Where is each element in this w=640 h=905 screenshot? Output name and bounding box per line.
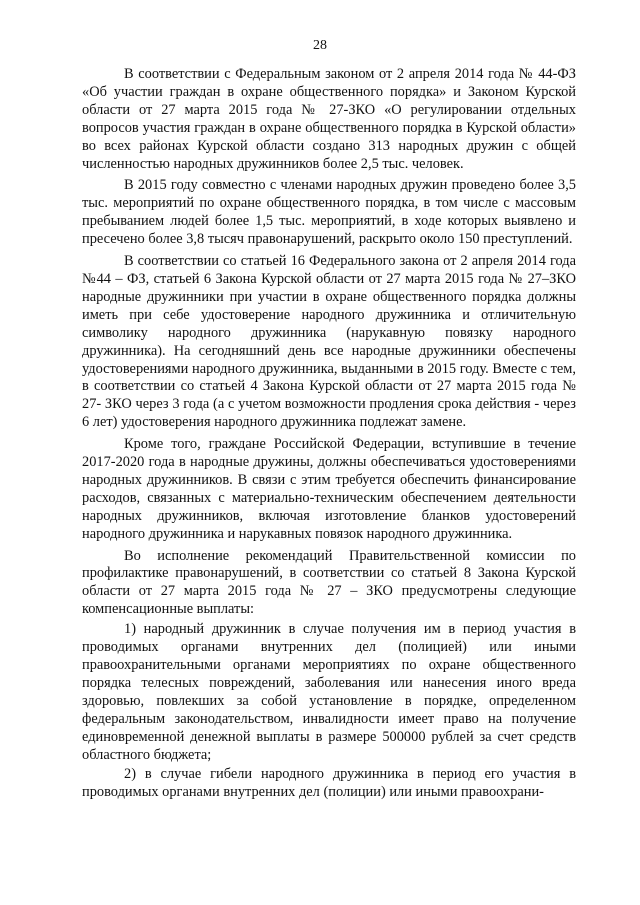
paragraph-events-2015: В 2015 году совместно с членами народных дружин проведено более 3,5 тыс. мероприятий по охране общественного порядка, в том числе с массовым пребыванием людей более 1,5 тыс. мероприятий, в ходе которых выявлено и пресечено более 3,8 тысяч правонарушений, раскрыто около 150 преступлений. (82, 177, 576, 248)
document-body (82, 66, 576, 804)
paragraph-new-members-funding: Кроме того, граждане Российской Федерации, вступившие в течение 2017-2020 года в народные дружины, должны обеспечиваться удостоверениями народных дружинников. В связи с этим требуется обеспечить финансирование расходов, связанных с материально-техническим обеспечением деятельности народных дружинников, включая изготовление бланков удостоверений народного дружинника и нарукавных повязок народного дружинника. (82, 436, 576, 542)
paragraph-compensation-item-2: 2) в случае гибели народного дружинника в период его участия в проводимых органами внутренних дел (полиции) или иными правоохрани- (82, 766, 576, 801)
paragraph-certificates: В соответствии со статьей 16 Федерального закона от 2 апреля 2014 года №44 – ФЗ, статьей 6 Закона Курской области от 27 марта 2015 года № 27–ЗКО народные дружинники при участии в охране общественного порядка должны иметь при себе удостоверение народного дружинника и отличительную символику народного дружинника (нарукавную повязку народного дружинника). На сегодняшний день все народные дружинники обеспечены удостоверениями народного дружинника, выданными в 2015 году. Вместе с тем, в соответствии со статьей 4 Закона Курской области от 27 марта 2015 года № 27- ЗКО через 3 года (а с учетом возможности продления срока действия - через 6 лет) удостоверения народного дружинника подлежат замене. (82, 253, 576, 431)
paragraph-people-squads-created: В соответствии с Федеральным законом от 2 апреля 2014 года № 44-ФЗ «Об участии граждан в охране общественного порядка» и Законом Курской области от 27 марта 2015 года № 27-ЗКО «О регулировании отдельных вопросов участия граждан в охране общественного порядка в Курской области» во всех районах Курской области создано 313 народных дружин с общей численностью народных дружинников более 2,5 тыс. человек. (82, 66, 576, 172)
page-number: 28 (313, 38, 327, 53)
paragraph-compensation-item-1: 1) народный дружинник в случае получения им в период участия в проводимых органами внутренних дел (полицией) или иными правоохранительными органами мероприятиях по охране общественного порядка телесных повреждений, заболевания или нанесения иного вреда здоровью, повлекших за собой установление в порядке, определенном федеральным законодательством, инвалидности имеет право на получение единовременной денежной выплаты в размере 500000 рублей за счет средств областного бюджета; (82, 621, 576, 763)
paragraph-compensation-intro: Во исполнение рекомендаций Правительственной комиссии по профилактике правонарушений, в соответствии со статьей 8 Закона Курской области от 27 марта 2015 года № 27 – ЗКО предусмотрены следующие компенсационные выплаты: (82, 547, 576, 618)
